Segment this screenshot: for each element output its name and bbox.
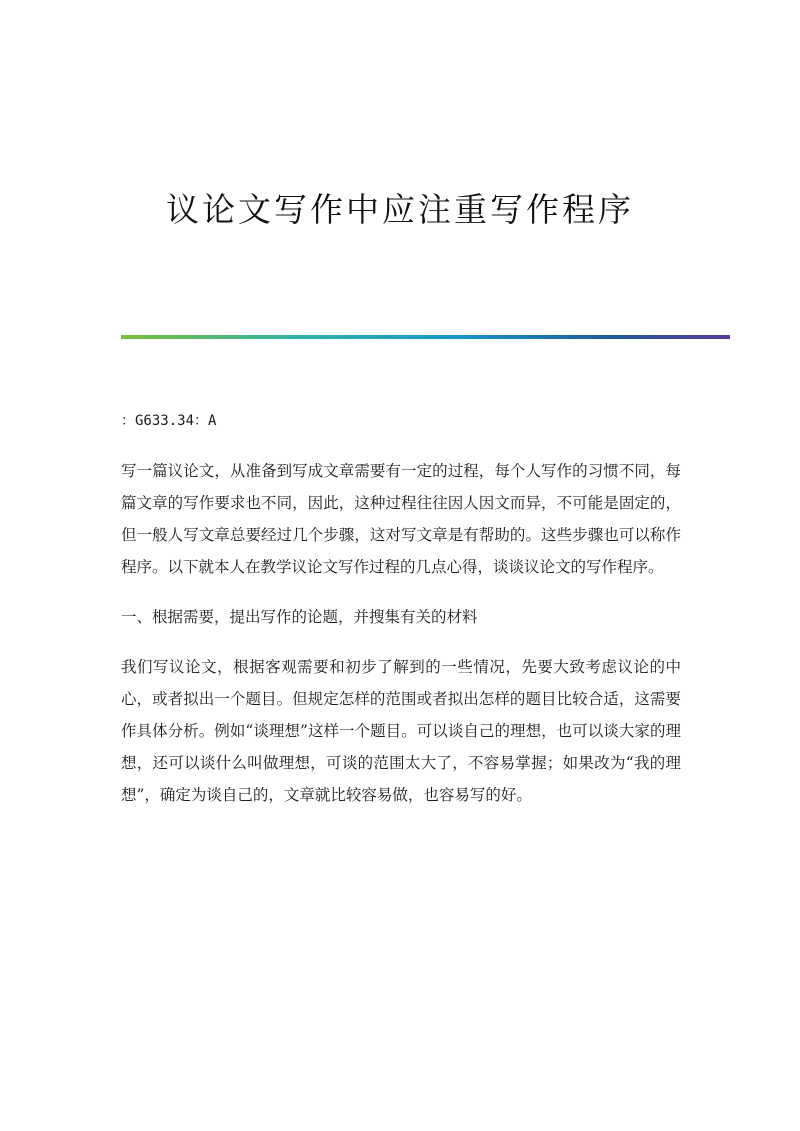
intro-paragraph: 写一篇议论文，从准备到写成文章需要有一定的过程，每个人写作的习惯不同，每篇文章的写作要求也不同，因此，这种过程往往因人因文而异，不可能是固定的，但一般人写文章总要经过几个步骤，这对写文章是有帮助的。这些步骤也可以称作程序。以下就本人在教学议论文写作过程的几点心得，谈谈议论文的写作程序。 [121,462,681,576]
title-divider [121,335,730,339]
section-heading: 一、根据需要，提出写作的论题，并搜集有关的材料 [121,608,478,626]
page-title: 议论文写作中应注重写作程序 [166,190,634,229]
document-body [121,405,681,829]
classification-code: ：G633.34：A [121,413,217,429]
section-paragraph: 我们写议论文，根据客观需要和初步了解到的一些情况，先要大致考虑议论的中心，或者拟出一个题目。但规定怎样的范围或者拟出怎样的题目比较合适，这需要作具体分析。例如“谈理想”这样一个题目。可以谈自己的理想，也可以谈大家的理想，还可以谈什么叫做理想，可谈的范围太大了，不容易掌握；如果改为“我的理想”，确定为谈自己的，文章就比较容易做，也容易写的好。 [121,658,681,804]
